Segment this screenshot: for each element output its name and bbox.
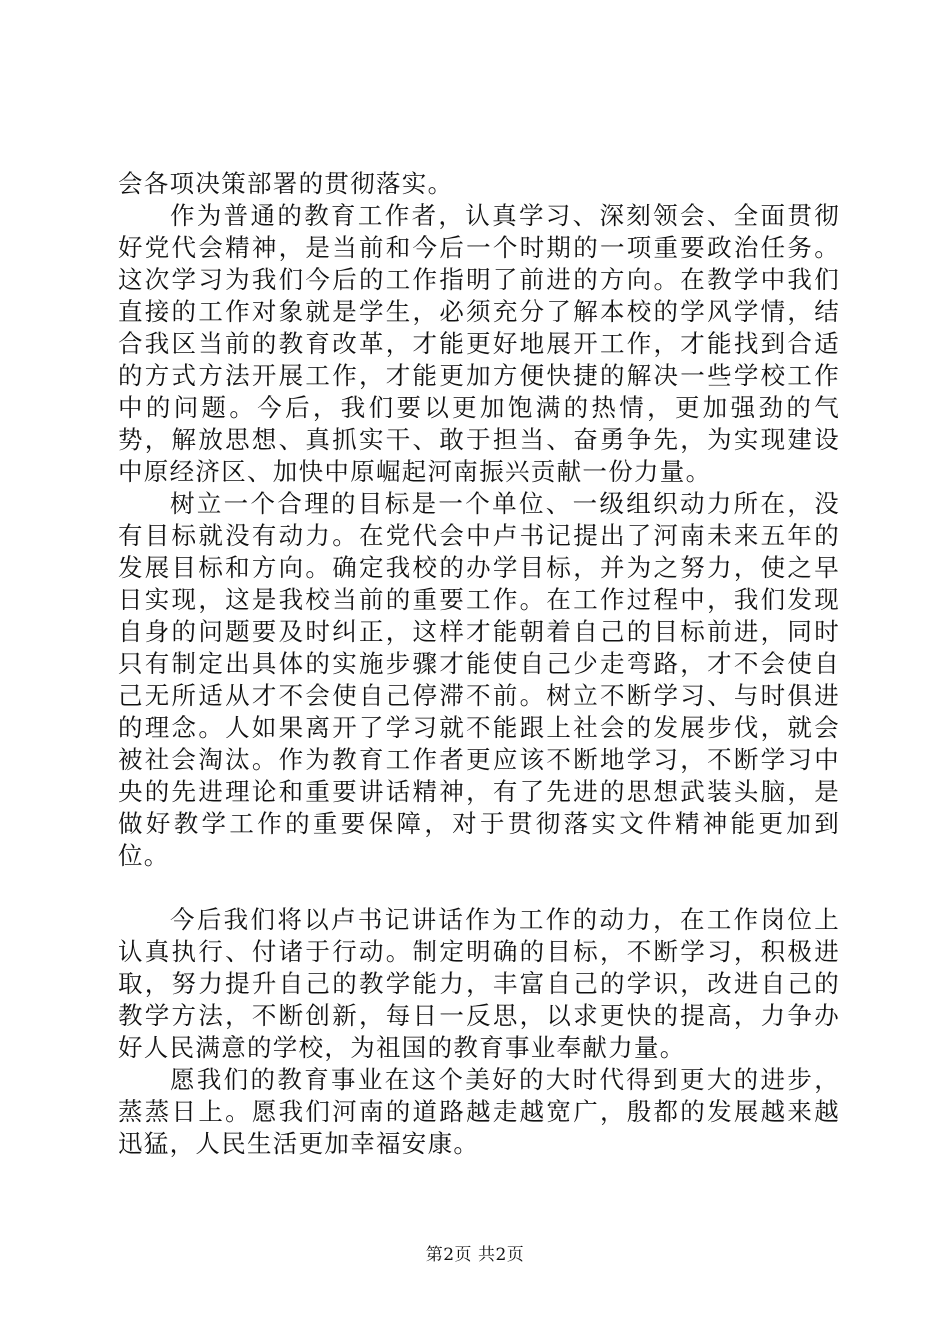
document-body [118, 168, 840, 1160]
paragraph-goal-setting: 树立一个合理的目标是一个单位、一级组织动力所在，没有目标就没有动力。在党代会中卢书记提出了河南未来五年的发展目标和方向。确定我校的办学目标，并为之努力，使之早日实现，这是我校当前的重要工作。在工作过程中，我们发现自身的问题要及时纠正，这样才能朝着自己的目标前进，同时只有制定出具体的实施步骤才能使自己少走弯路，才不会使自己无所适从才不会使自己停滞不前。树立不断学习、与时俱进的理念。人如果离开了学习就不能跟上社会的发展步伐，就会被社会淘汰。作为教育工作者更应该不断地学习，不断学习中央的先进理论和重要讲话精神，有了先进的思想武装头脑，是做好教学工作的重要保障，对于贯彻落实文件精神能更加到位。 [118, 489, 840, 870]
paragraph-future-action: 今后我们将以卢书记讲话作为工作的动力，在工作岗位上认真执行、付诸于行动。制定明确的目标，不断学习，积极进取，努力提升自己的教学能力，丰富自己的学识，改进自己的教学方法，不断创新，每日一反思，以求更快的提高，力争办好人民满意的学校，为祖国的教育事业奉献力量。 [118, 905, 840, 1062]
paragraph-closing-wish: 愿我们的教育事业在这个美好的大时代得到更大的进步，蒸蒸日上。愿我们河南的道路越走越宽广，殷都的发展越来越迅猛，人民生活更加幸福安康。 [118, 1065, 840, 1158]
paragraph-study-task: 作为普通的教育工作者，认真学习、深刻领会、全面贯彻好党代会精神，是当前和今后一个时期的一项重要政治任务。这次学习为我们今后的工作指明了前进的方向。在教学中我们直接的工作对象就是学生，必须充分了解本校的学风学情，结合我区当前的教育改革，才能更好地展开工作，才能找到合适的方式方法开展工作，才能更加方便快捷的解决一些学校工作中的问题。今后，我们要以更加饱满的热情，更加强劲的气势，解放思想、真抓实干、敢于担当、奋勇争先，为实现建设中原经济区、加快中原崛起河南振兴贡献一份力量。 [118, 201, 840, 486]
paragraph-continuation: 会各项决策部署的贯彻落实。 [118, 169, 454, 198]
page-number-footer: 第2页 共2页 [425, 1245, 525, 1265]
